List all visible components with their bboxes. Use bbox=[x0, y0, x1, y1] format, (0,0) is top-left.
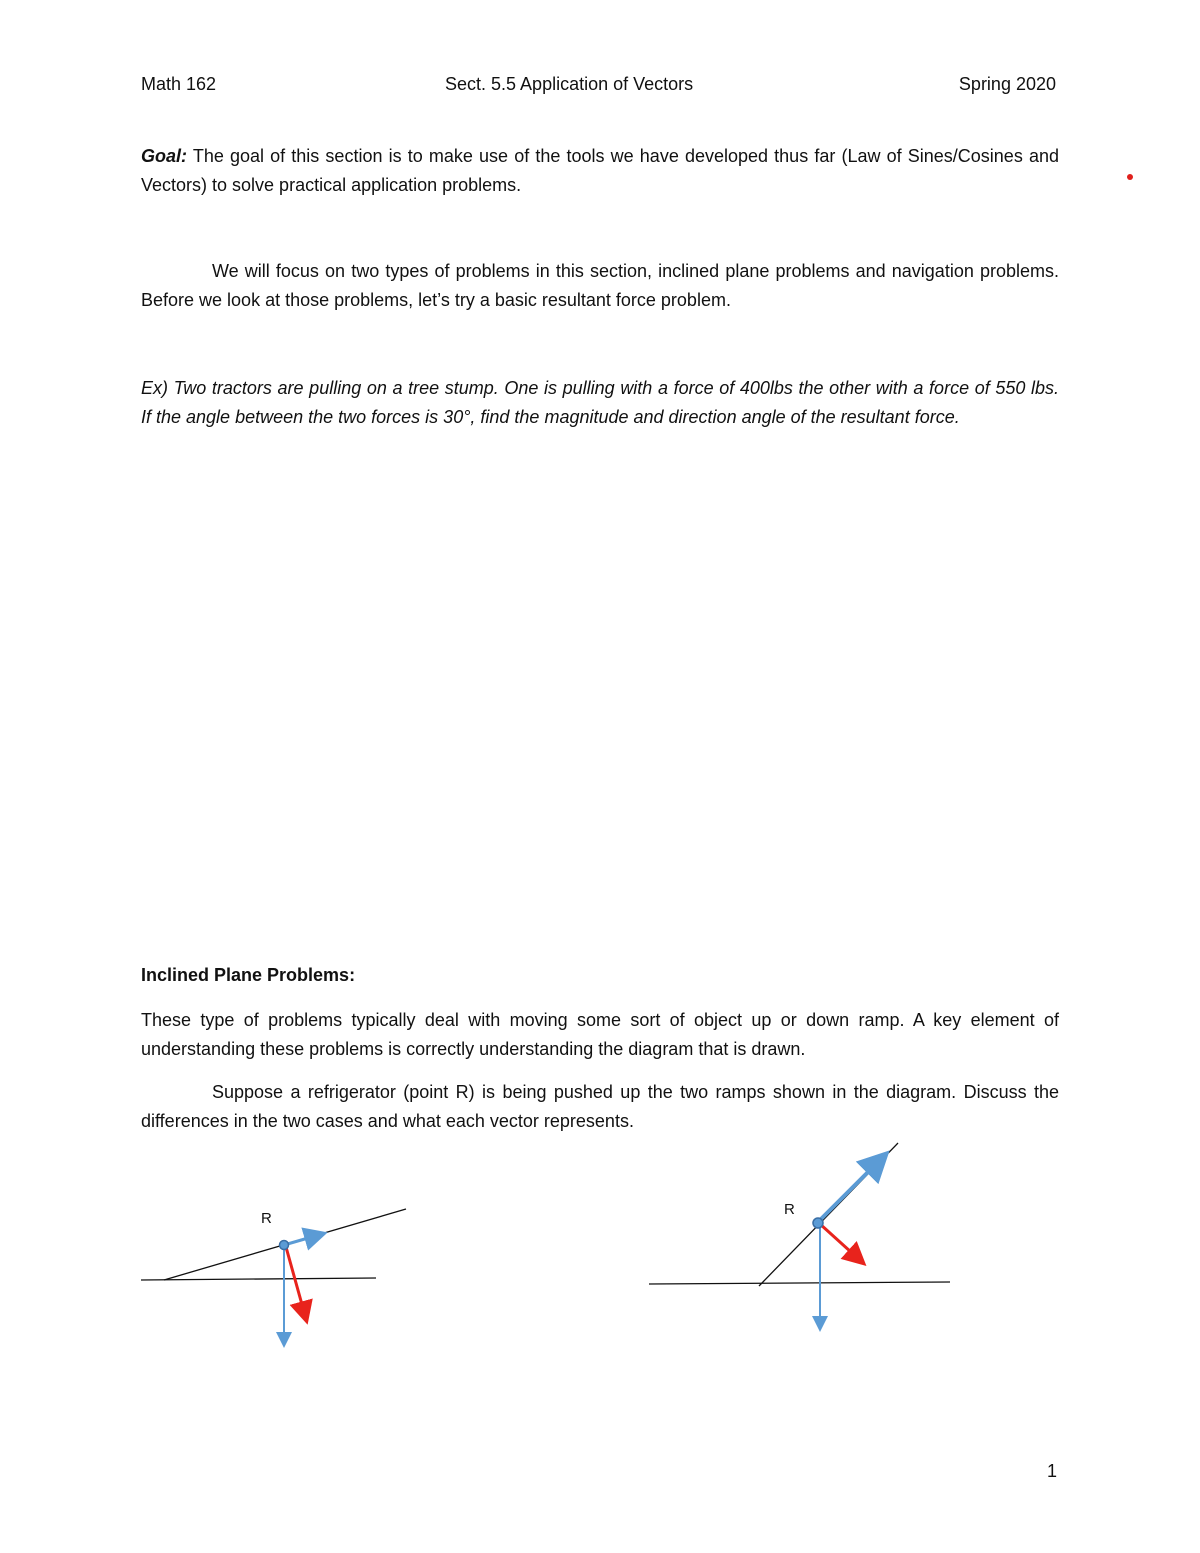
left-ground-line bbox=[141, 1278, 376, 1280]
left-r-label: R bbox=[261, 1210, 272, 1227]
inclined-heading: Inclined Plane Problems: bbox=[141, 965, 356, 985]
example-problem: Ex) Two tractors are pulling on a tree stump. One is pulling with a force of 400lbs the other with a force of 550 lbs. If the angle between the two forces is 30°, find the magnitude and direction angle of the resultant force. bbox=[141, 378, 1059, 427]
right-point-r bbox=[813, 1218, 823, 1228]
left-point-r bbox=[280, 1241, 289, 1250]
header-term: Spring 2020 bbox=[958, 74, 1056, 94]
left-normal-vector bbox=[286, 1247, 306, 1319]
inclined-paragraph-1: These type of problems typically deal with moving some sort of object up or down ramp. A key element of understanding these problems is correctly understanding the diagram that is drawn. bbox=[141, 1010, 1059, 1059]
goal-label: Goal: bbox=[141, 146, 188, 166]
right-ramp-diagram bbox=[649, 1143, 950, 1328]
page-number: 1 bbox=[1047, 1461, 1058, 1481]
inclined-paragraph-2: Suppose a refrigerator (point R) is being pushed up the two ramps shown in the diagram. Discuss the differences in the two cases and what each vector represents. bbox=[141, 1082, 1059, 1131]
left-ramp-diagram bbox=[141, 1209, 406, 1344]
right-r-label: R bbox=[784, 1201, 795, 1218]
right-normal-vector bbox=[820, 1224, 862, 1262]
header-section: Sect. 5.5 Application of Vectors bbox=[445, 74, 694, 94]
right-ramp-vector bbox=[818, 1156, 884, 1222]
left-ramp-vector bbox=[284, 1234, 322, 1245]
intro-paragraph: We will focus on two types of problems in this section, inclined plane problems and navigation problems. Before we look at those problems, let’s try a basic resultant force problem. bbox=[141, 261, 1059, 310]
header-course: Math 162 bbox=[141, 74, 217, 94]
right-ground-line bbox=[649, 1282, 950, 1284]
goal-text: The goal of this section is to make use of the tools we have developed thus far (Law of Sines/Cosines and Vectors) to solve practical application problems. bbox=[141, 146, 1059, 195]
